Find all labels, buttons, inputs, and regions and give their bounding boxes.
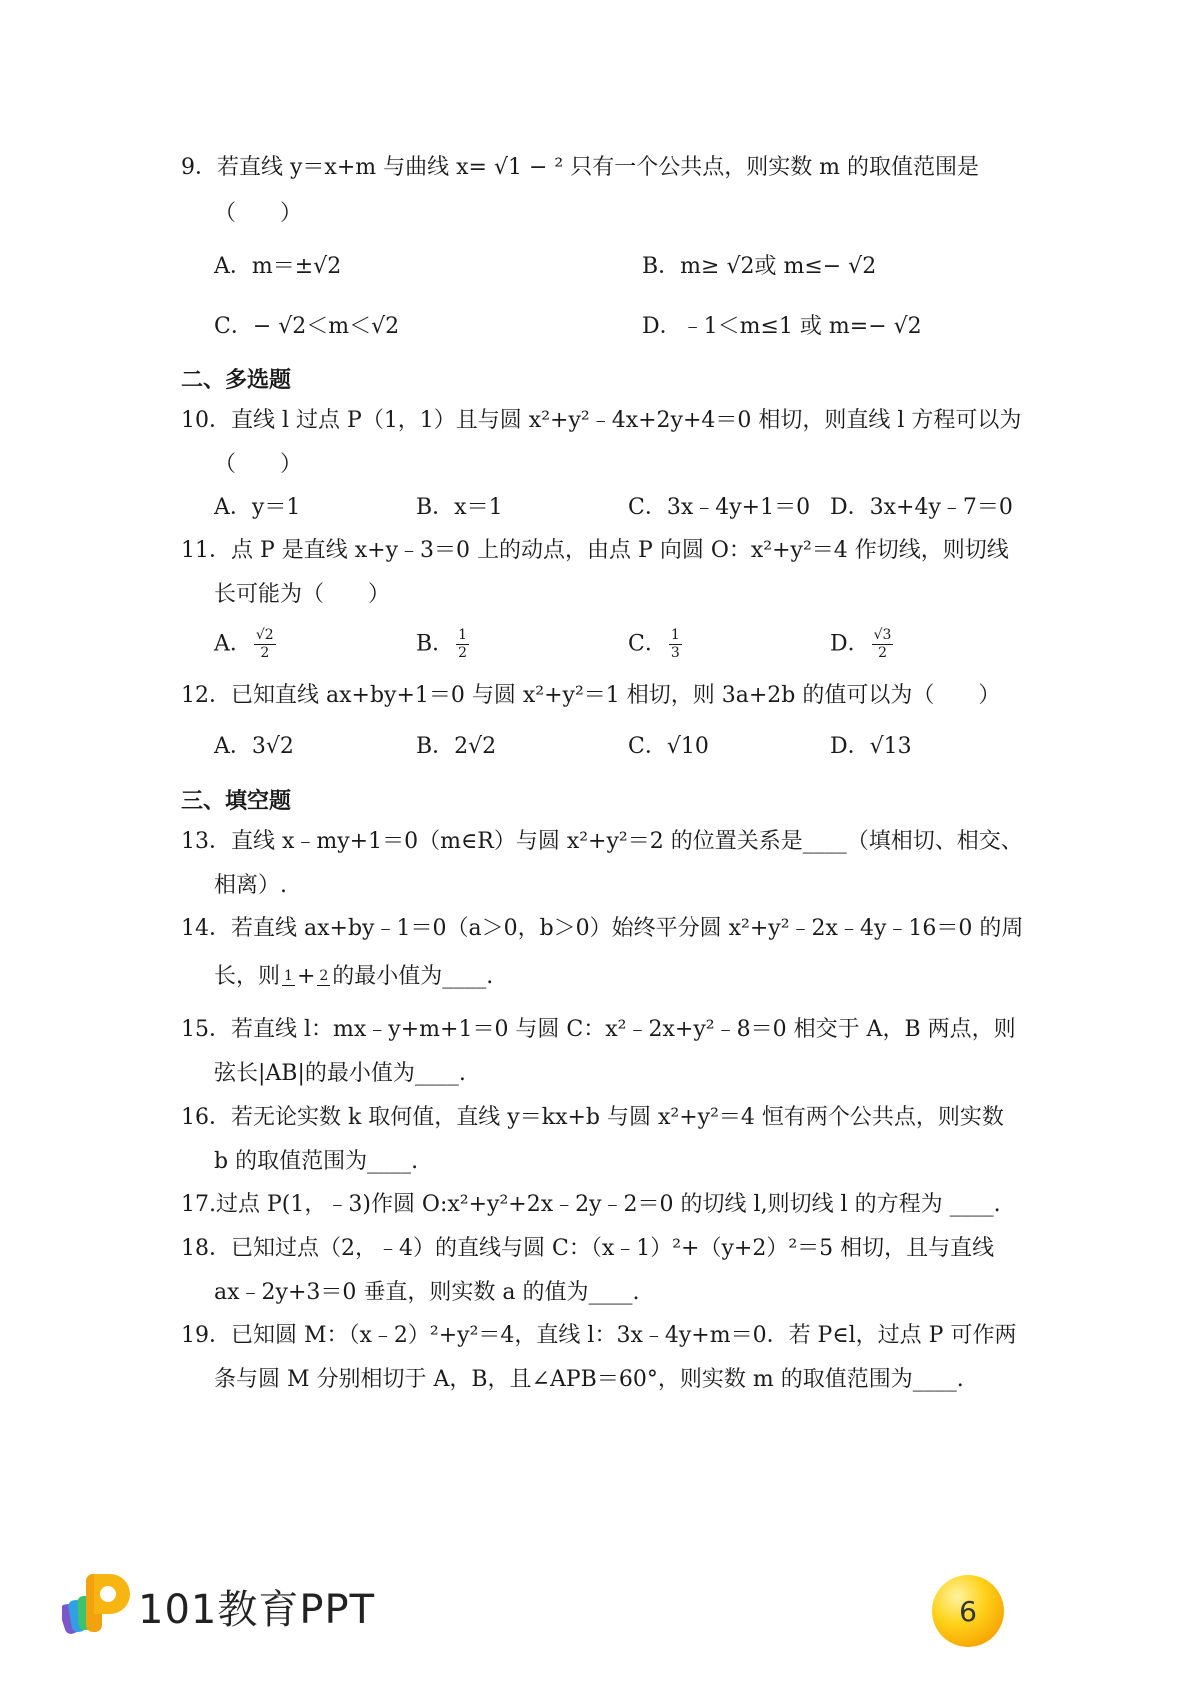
q13-line1: 13．直线 x﹣my+1＝0（m∈R）与圆 x²+y²＝2 的位置关系是____（填相切、相交、 (181, 829, 1023, 854)
q11-option-a-fraction: $\frac{√2}{2}$ (255, 627, 274, 661)
q11-option-a (214, 627, 278, 662)
q11-option-c-label: C． (628, 631, 667, 657)
q14-line1: 14．若直线 ax+by﹣1＝0（a＞0，b＞0）始终平分圆 x²+y²﹣2x﹣4y﹣16＝0 的周 (181, 916, 1024, 941)
q14-fraction-2: 2 (319, 968, 329, 984)
q14-fraction-1: 1 (284, 968, 293, 984)
q9-line1: 9．若直线 y＝x+m 与曲线 x= √1 − ² 只有一个公共点，则实数 m 的取值范围是 (181, 155, 980, 180)
q10-option-c: C．3x﹣4y+1＝0 (628, 495, 811, 520)
q12-option-b: B．2√2 (416, 734, 497, 759)
q11-option-d (830, 627, 895, 662)
q18-line2: ax﹣2y+3＝0 垂直，则实数 a 的值为____. (214, 1280, 640, 1305)
q11-option-b-label: B． (416, 631, 455, 657)
q16-line2: b 的取值范围为____. (214, 1149, 419, 1174)
q12-line1: 12．已知直线 ax+by+1＝0 与圆 x²+y²＝1 相切，则 3a+2b 的值可以为（ ） (181, 683, 1001, 708)
q11-option-c-fraction: $\frac{1}{3}$ (670, 627, 680, 661)
q9-line2: （ ） (214, 201, 303, 226)
section-heading-multi-choice: 二、多选题 (181, 368, 292, 393)
q17-line1: 17.过点 P(1，﹣3)作圆 O:x²+y²+2x﹣2y﹣2＝0 的切线 l,则切线 l 的方程为 ____. (181, 1192, 1001, 1217)
q16-line1: 16．若无论实数 k 取何值，直线 y＝kx+b 与圆 x²+y²＝4 恒有两个公共点，则实数 (181, 1105, 1004, 1130)
q19-line2: 条与圆 M 分别相切于 A，B，且∠APB＝60°，则实数 m 的取值范围为____. (214, 1367, 964, 1392)
section-heading-fill-blank: 三、填空题 (181, 789, 292, 814)
q9-option-a: A．m＝±√2 (214, 254, 342, 279)
q9-option-b: B．m≥ √2或 m≤− √2 (642, 254, 877, 279)
q11-option-b-fraction: $\frac{1}{2}$ (458, 627, 468, 661)
q9-option-c: C．− √2＜m＜√2 (214, 314, 400, 339)
q12-option-c: C．√10 (628, 734, 709, 759)
q15-line1: 15．若直线 l：mx﹣y+m+1＝0 与圆 C：x²﹣2x+y²﹣8＝0 相交于 A，B 两点，则 (181, 1017, 1016, 1042)
q10-option-a: A．y＝1 (214, 495, 301, 520)
q11-option-b (416, 627, 471, 662)
q10-option-d: D．3x+4y﹣7＝0 (830, 495, 1013, 520)
page-number-badge: 6 (932, 1575, 1004, 1647)
q11-line2: 长可能为（ ） (214, 582, 391, 607)
q11-line1: 11．点 P 是直线 x+y﹣3＝0 上的动点，由点 P 向圆 O：x²+y²＝4 作切线，则切线 (181, 538, 1009, 563)
q14-line2: 长，则 1 + 2 的最小值为____. (214, 964, 494, 989)
q9-option-d: D．﹣1＜m≤1 或 m=− √2 (642, 314, 922, 339)
q11-option-d-label: D． (830, 631, 870, 657)
q10-line2: （ ） (214, 452, 303, 477)
q13-line2: 相离）. (214, 873, 287, 898)
q15-line2: 弦长|AB|的最小值为____. (214, 1061, 466, 1086)
brand-logo (62, 1570, 375, 1642)
q18-line1: 18．已知过点（2，﹣4）的直线与圆 C：（x﹣1）²+（y+2）²＝5 相切，且与直线 (181, 1236, 995, 1261)
q10-line1: 10．直线 l 过点 P（1，1）且与圆 x²+y²﹣4x+2y+4＝0 相切，则直线 l 方程可以为 (181, 408, 1022, 433)
q11-option-c (628, 627, 684, 662)
brand-logo-text: 101教育PPT (138, 1586, 376, 1633)
q11-option-d-fraction: $\frac{√3}{2}$ (873, 627, 892, 661)
q12-option-d: D．√13 (830, 734, 912, 759)
q19-line1: 19．已知圆 M：（x﹣2）²+y²＝4，直线 l：3x﹣4y+m＝0．若 P∈l，过点 P 可作两 (181, 1323, 1017, 1348)
q11-option-a-label: A． (214, 631, 252, 657)
brand-logo-icon (62, 1570, 132, 1642)
q12-option-a: A．3√2 (214, 734, 294, 759)
q10-option-b: B．x＝1 (416, 495, 503, 520)
